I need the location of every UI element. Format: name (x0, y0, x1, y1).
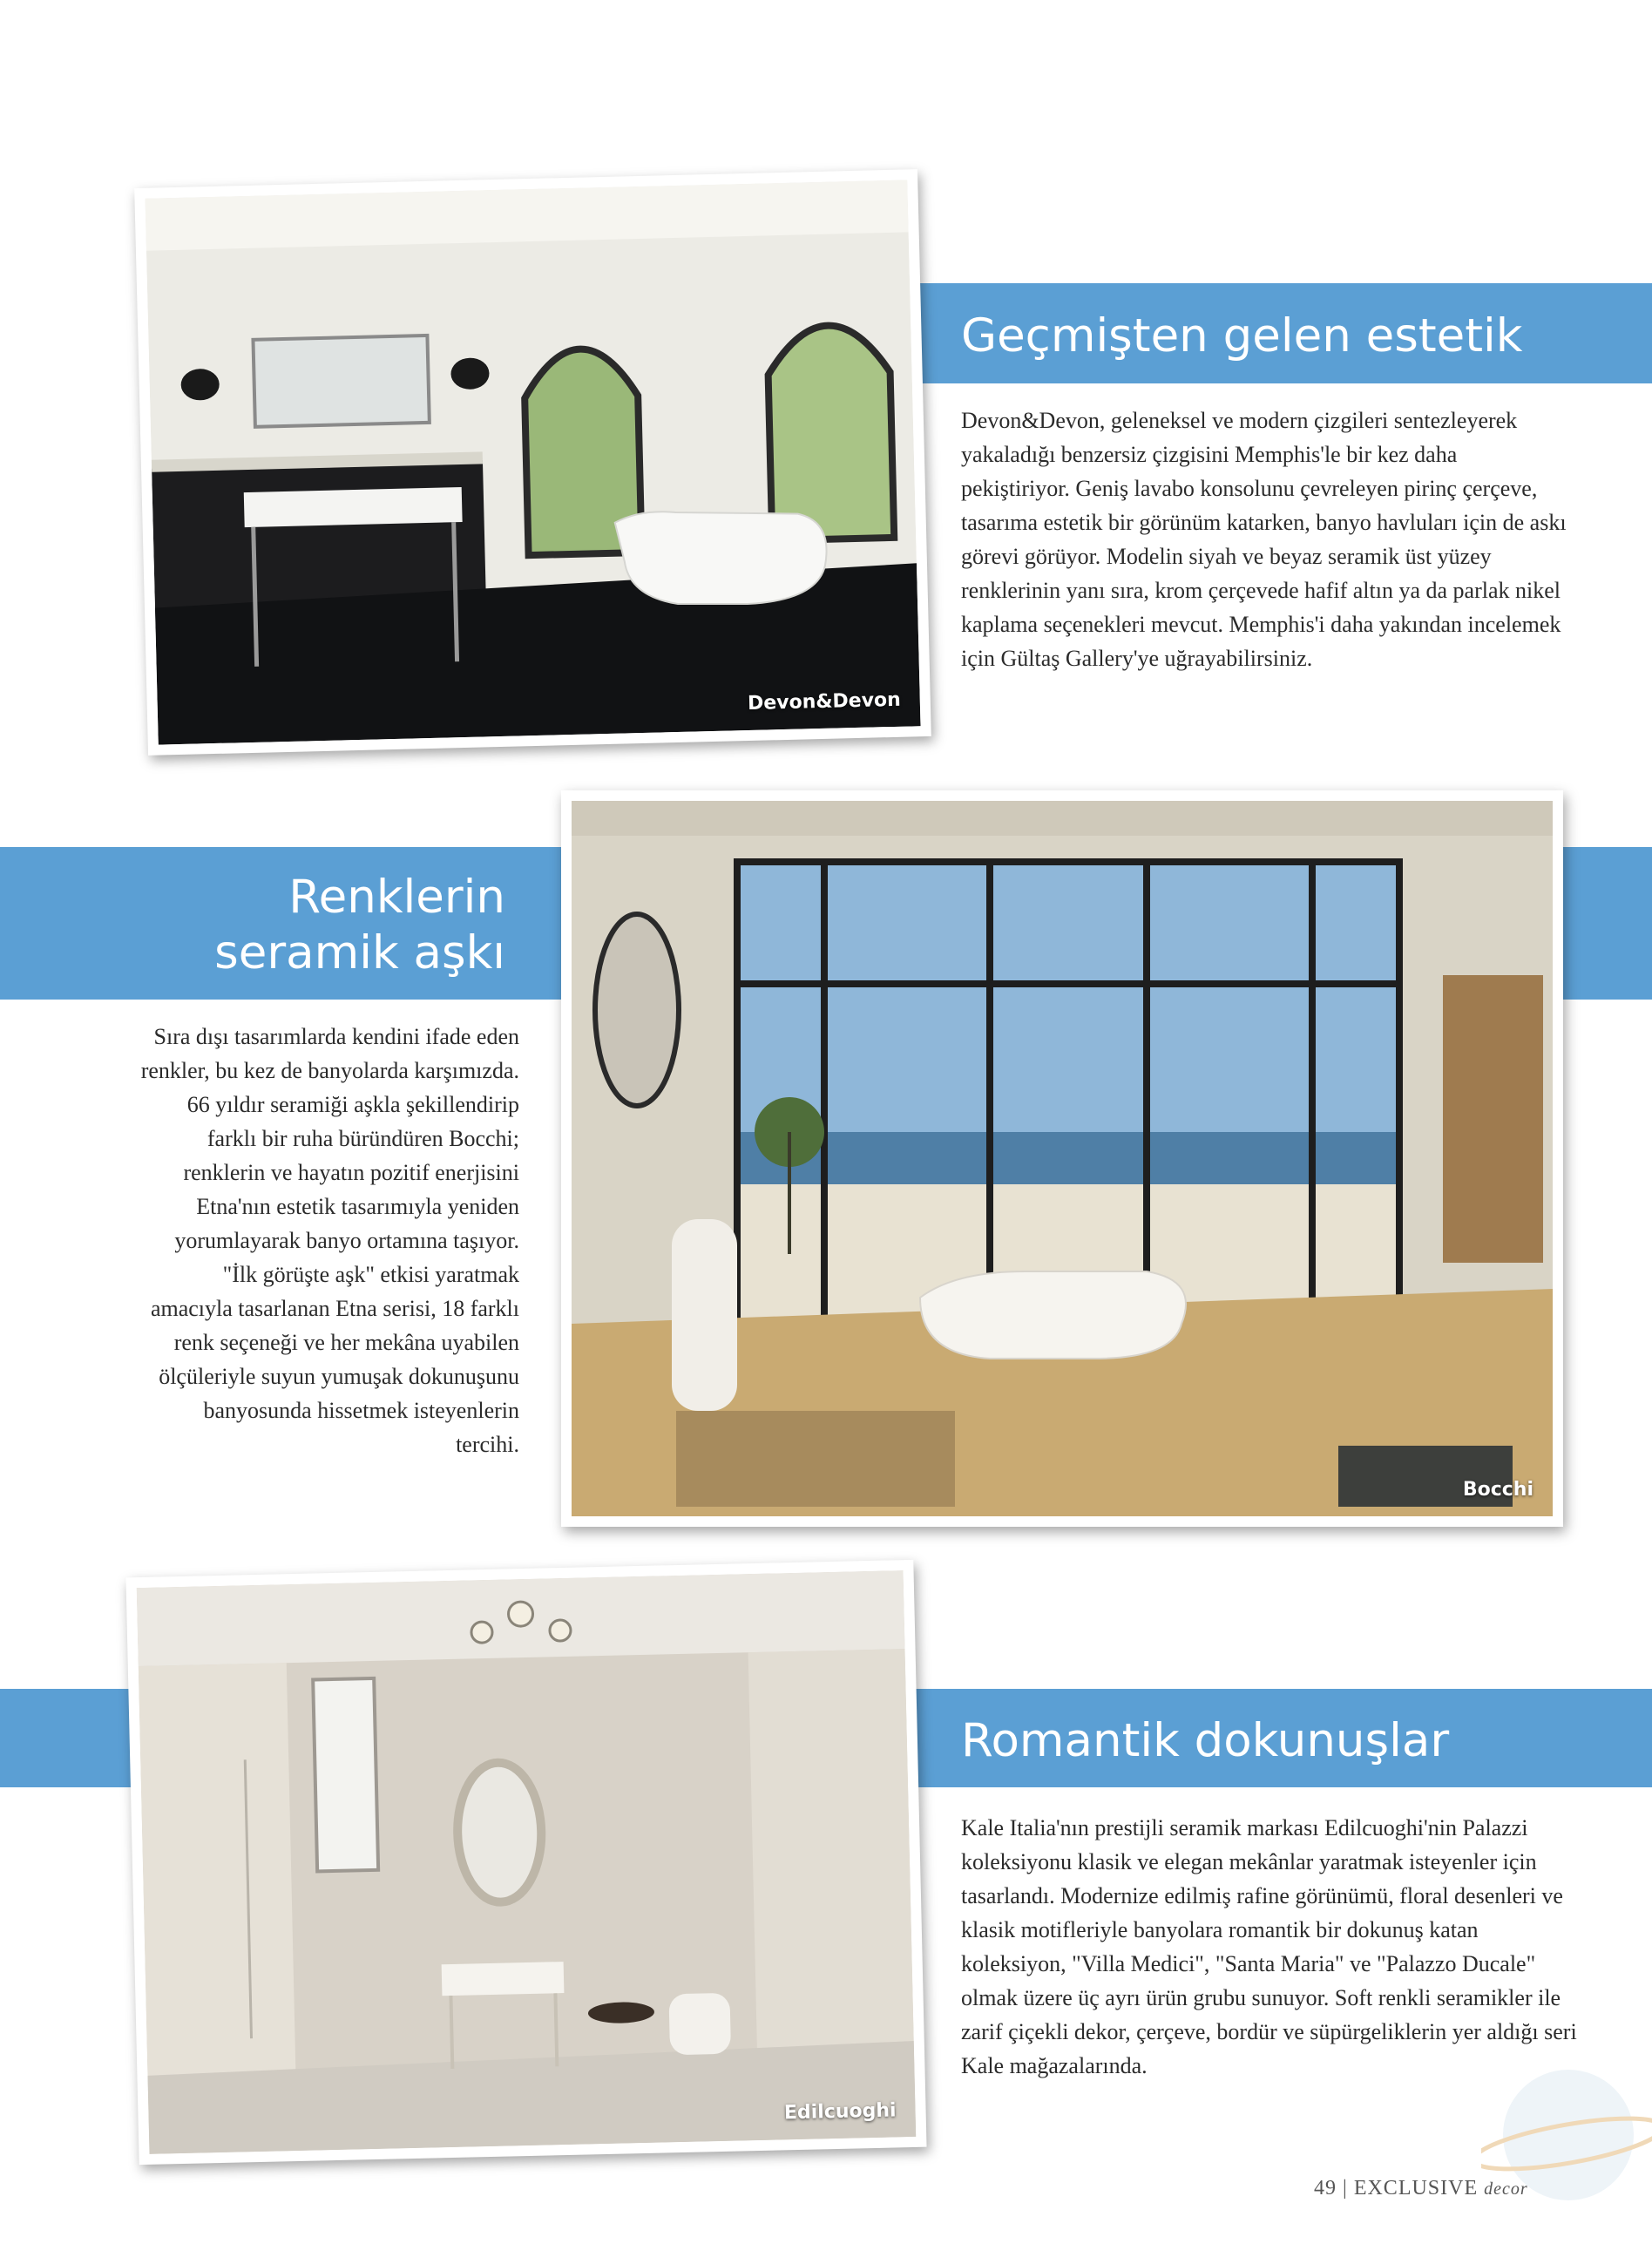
section1-photo-frame (134, 169, 931, 756)
section2-body-text: Sıra dışı tasarımlarda kendini ifade eden renkler, bu kez de banyolarda karşımızda. 66 yıldır seramiği aşkla şekillendirip farklı bir ruha büründüren Bocchi; renklerin ve hayatın pozitif enerjisini Etna'nın estetik tasarımıyla yeniden yorumlayarak banyo ortamına taşıyor. "İlk görüşte aşk" etkisi yaratmak amacıyla tasarlanan Etna serisi, 18 farklı renk seçeneği ve her mekâna uyabilen ölçüleriyle suyun yumuşak dokunuşunu banyosunda hissetmek isteyenlerin tercihi. (140, 1024, 519, 1457)
page-number: 49 (1314, 2177, 1337, 2200)
section3-body-text: Kale Italia'nın prestijli seramik markası Edilcuoghi'nin Palazzi koleksiyonu klasik ve elegan mekânlar yaratmak isteyenler için tasarlandı. Modernize edilmiş rafine görünümü, floral desenleri ve klasik motifleriyle banyolara romantik bir dokunuş katan koleksiyon, "Villa Medici", "Santa Maria" ve "Palazzo Ducale" olmak üzere üç ayrı ürün grubu sunuyor. Soft renkli seramikler ile zarif çiçekli dekor, çerçeve, bordür ve süpürgeliklerin yer aldığı seri Kale mağazalarında. (961, 1815, 1577, 2078)
section2-heading-line2: seramik aşkı (214, 926, 505, 979)
devon-devon-bathroom-photo (145, 180, 920, 744)
section2-photo-frame (561, 790, 1563, 1527)
section2-photo-caption: Bocchi (1462, 1479, 1534, 1501)
page-footer (1314, 2177, 1575, 2200)
footer-separator: | (1343, 2177, 1348, 2200)
magazine-name: EXCLUSIVE (1353, 2177, 1479, 2200)
section3-heading: Romantik dokunuşlar (961, 1714, 1450, 1767)
magazine-suffix: decor (1484, 2179, 1528, 2199)
section3-photo-caption: Edilcuoghi (783, 2099, 897, 2125)
section1-photo-caption: Devon&Devon (747, 688, 902, 715)
section3-photo-frame (125, 1560, 926, 2165)
section1-heading: Geçmişten gelen estetik (961, 309, 1523, 363)
section1-body-text: Devon&Devon, geleneksel ve modern çizgileri sentezleyerek yakaladığı benzersiz çizgisini Memphis'le bir kez daha pekiştiriyor. Geniş lavabo konsolunu çevreleyen pirinç çerçeve, tasarıma estetik bir görünüm katarken, banyo havluları için de askı görevi görüyor. Modelin siyah ve beyaz seramik üst yüzey renklerinin yanı sıra, krom çerçevede hafif altın ya da parlak nikel kaplama seçenekleri mevcut. Memphis'i daha yakından incelemek için Gültaş Gallery'ye uğrayabilirsiniz. (961, 408, 1567, 671)
bocchi-bathroom-photo (572, 801, 1553, 1516)
edilcuoghi-bathroom-photo (137, 1570, 917, 2154)
section2-heading-line1: Renklerin (288, 871, 505, 924)
